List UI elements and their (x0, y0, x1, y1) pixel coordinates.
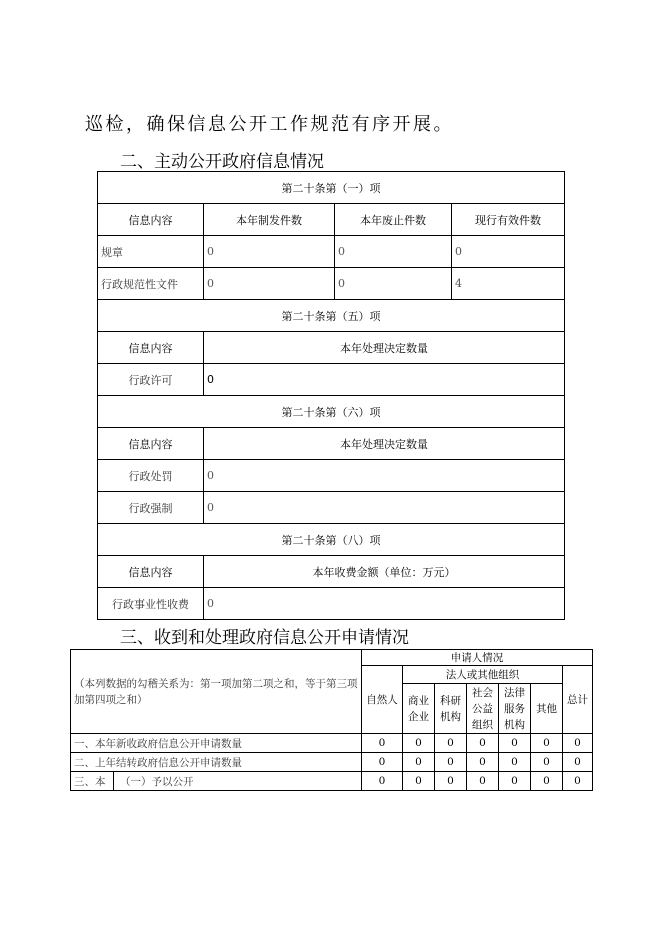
table-row (71, 772, 593, 791)
col-header: 本年收费金额（单位：万元） (204, 556, 565, 588)
cell-value: 0 (531, 734, 563, 753)
table-row (71, 753, 593, 772)
cell-value: 0 (362, 753, 403, 772)
col-header: 科研机构 (435, 684, 467, 734)
cell-value: 0 (563, 772, 593, 791)
row-label: 一、本年新收政府信息公开申请数量 (71, 734, 362, 753)
col-header: 本年处理决定数量 (204, 332, 565, 364)
cell-value: 0 (204, 236, 335, 268)
table-row (98, 492, 565, 524)
row-label: 行政处罚 (98, 460, 204, 492)
active-disclosure-table (97, 171, 565, 620)
art5-title: 第二十条第（五）项 (98, 300, 565, 332)
cell-value: 0 (499, 772, 531, 791)
intro-paragraph: 巡检，确保信息公开工作规范有序开展。 (85, 114, 454, 135)
cell-value: 0 (335, 268, 452, 300)
col-header: 本年废止件数 (335, 204, 452, 236)
col-header: 法律服务机构 (499, 684, 531, 734)
col-header: 信息内容 (98, 556, 204, 588)
application-table (70, 649, 593, 791)
col-header: 社会公益组织 (467, 684, 499, 734)
cell-value: 0 (467, 772, 499, 791)
cell-value: 0 (204, 492, 565, 524)
cell-value: 0 (204, 268, 335, 300)
art8-title: 第二十条第（八）项 (98, 524, 565, 556)
col-header: 信息内容 (98, 428, 204, 460)
col-header: 本年制发件数 (204, 204, 335, 236)
col-header: 信息内容 (98, 332, 204, 364)
row-label: 规章 (98, 236, 204, 268)
cell-value: 0 (204, 588, 565, 620)
cell-value: 4 (452, 268, 565, 300)
cell-value: 0 (499, 734, 531, 753)
cell-value: 0 (362, 772, 403, 791)
cell-value: 0 (531, 772, 563, 791)
cell-value: 0 (563, 734, 593, 753)
table-note: （本列数据的勾稽关系为：第一项加第二项之和，等于第三项加第四项之和） (71, 650, 362, 734)
table-row (98, 460, 565, 492)
col-header: 现行有效件数 (452, 204, 565, 236)
section-2-heading: 二、主动公开政府信息情况 (120, 152, 324, 172)
row-label: 三、本 (71, 772, 114, 791)
table-row (98, 268, 565, 300)
cell-value: 0 (531, 753, 563, 772)
cell-value: 0 (204, 460, 565, 492)
table-row (98, 588, 565, 620)
col-header: 其他 (531, 684, 563, 734)
section-3-heading: 三、收到和处理政府信息公开申请情况 (120, 628, 409, 648)
col-header: 信息内容 (98, 204, 204, 236)
row-label: 行政规范性文件 (98, 268, 204, 300)
row-label: 行政许可 (98, 364, 204, 396)
row-label: 行政强制 (98, 492, 204, 524)
cell-value: 0 (204, 364, 565, 396)
cell-value: 0 (499, 753, 531, 772)
legal-group-header: 法人或其他组织 (403, 666, 563, 684)
col-header: 本年处理决定数量 (204, 428, 565, 460)
cell-value: 0 (403, 734, 435, 753)
cell-value: 0 (467, 734, 499, 753)
cell-value: 0 (435, 772, 467, 791)
art6-title: 第二十条第（六）项 (98, 396, 565, 428)
cell-value: 0 (435, 753, 467, 772)
art1-title: 第二十条第（一）项 (98, 172, 565, 204)
table-row (98, 364, 565, 396)
cell-value: 0 (452, 236, 565, 268)
cell-value: 0 (467, 753, 499, 772)
row-label: 二、上年结转政府信息公开申请数量 (71, 753, 362, 772)
total-header: 总计 (563, 666, 593, 734)
table-row (71, 734, 593, 753)
cell-value: 0 (403, 753, 435, 772)
cell-value: 0 (435, 734, 467, 753)
col-header: 商业企业 (403, 684, 435, 734)
row-label: 行政事业性收费 (98, 588, 204, 620)
cell-value: 0 (362, 734, 403, 753)
natural-person-header: 自然人 (362, 666, 403, 734)
cell-value: 0 (403, 772, 435, 791)
table-row (98, 236, 565, 268)
cell-value: 0 (335, 236, 452, 268)
row-sublabel: （一）予以公开 (114, 772, 362, 791)
cell-value: 0 (563, 753, 593, 772)
applicant-header: 申请人情况 (362, 650, 593, 666)
